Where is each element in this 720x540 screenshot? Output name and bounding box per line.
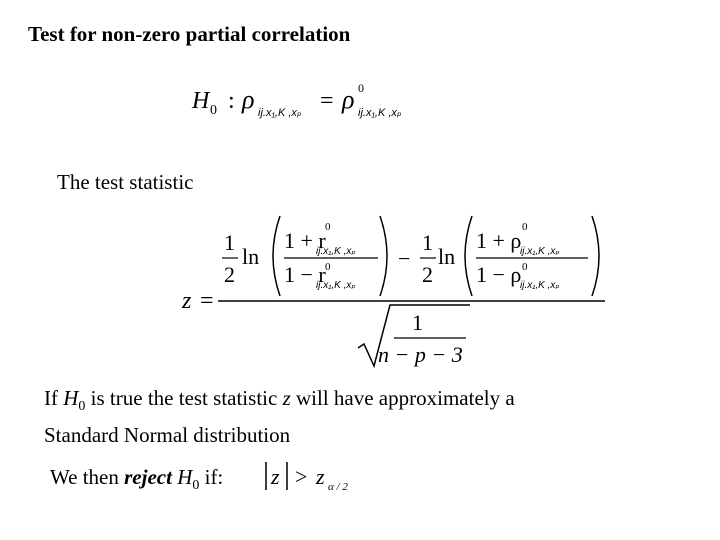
left-denominator-sub: ij.x₁,K ,xₚ xyxy=(316,280,356,291)
hypothesis-h-sub: 0 xyxy=(210,103,217,118)
left-denominator: 1 − r xyxy=(284,262,326,287)
right-numerator-sup: 0 xyxy=(522,221,528,233)
condition-rhs: z xyxy=(316,464,325,489)
right-denominator: 1 − ρ xyxy=(476,262,522,287)
left-half-denominator: 2 xyxy=(224,262,235,287)
left-denominator-sup: 0 xyxy=(325,261,331,273)
test-statistic-formula xyxy=(180,208,620,373)
hypothesis-rho-subscript: ij.x₁,K ,xₚ xyxy=(258,107,302,119)
test-statistic-label: The test statistic xyxy=(57,170,194,194)
hypothesis-rho0-subscript: ij.x₁,K ,xₚ xyxy=(358,107,402,119)
right-numerator: 1 + ρ xyxy=(476,228,522,253)
sqrt-denominator: n − p − 3 xyxy=(378,342,463,367)
para-z: z xyxy=(282,386,291,410)
right-denominator-sup: 0 xyxy=(522,261,528,273)
right-open-paren xyxy=(465,216,472,296)
left-numerator-sup: 0 xyxy=(325,221,331,233)
condition-z: z xyxy=(271,464,280,489)
hypothesis-h: H xyxy=(192,88,210,114)
hypothesis-equals: = xyxy=(320,88,334,114)
para-h: H xyxy=(63,386,79,410)
para-text-3: will have approximately a xyxy=(290,386,515,410)
left-open-paren xyxy=(273,216,280,296)
left-numerator-sub: ij.x₁,K ,xₚ xyxy=(316,246,356,257)
right-denominator-sub: ij.x₁,K ,xₚ xyxy=(520,280,560,291)
formula-z: z xyxy=(182,288,192,314)
distribution-paragraph xyxy=(44,384,644,449)
condition-rhs-sub: α / 2 xyxy=(328,481,348,493)
reject-bold: reject xyxy=(124,465,172,489)
reject-condition xyxy=(262,458,362,496)
hypothesis-colon: : xyxy=(228,88,235,114)
right-half-numerator: 1 xyxy=(422,230,433,255)
hypothesis-rho0-superscript: 0 xyxy=(358,81,364,95)
para-line-2: Standard Normal distribution xyxy=(44,423,291,448)
left-ln: ln xyxy=(242,244,260,269)
left-half-numerator: 1 xyxy=(224,230,235,255)
para-text-1: If xyxy=(44,386,64,410)
reject-text-2: if: xyxy=(199,465,224,489)
reject-h: H xyxy=(177,465,193,489)
right-half-denominator: 2 xyxy=(422,262,433,287)
hypothesis-rho: ρ xyxy=(242,85,255,114)
sqrt-numerator: 1 xyxy=(412,310,423,335)
right-numerator-sub: ij.x₁,K ,xₚ xyxy=(520,246,560,257)
left-numerator: 1 + r xyxy=(284,228,326,253)
formula-equals: = xyxy=(200,288,214,314)
reject-rule xyxy=(50,465,223,494)
para-text-2: is true the test statistic xyxy=(85,386,283,410)
condition-gt: > xyxy=(295,464,308,489)
right-close-paren xyxy=(592,216,599,296)
left-close-paren xyxy=(380,216,387,296)
slide-title: Test for non-zero partial correlation xyxy=(28,22,351,46)
right-ln: ln xyxy=(438,244,456,269)
para-h-sub: 0 xyxy=(78,399,86,415)
hypothesis-rho0: ρ xyxy=(342,85,355,114)
null-hypothesis-equation xyxy=(190,78,450,126)
formula-minus: − xyxy=(398,246,411,271)
reject-h-sub: 0 xyxy=(192,478,200,494)
reject-text-1: We then xyxy=(50,465,125,489)
